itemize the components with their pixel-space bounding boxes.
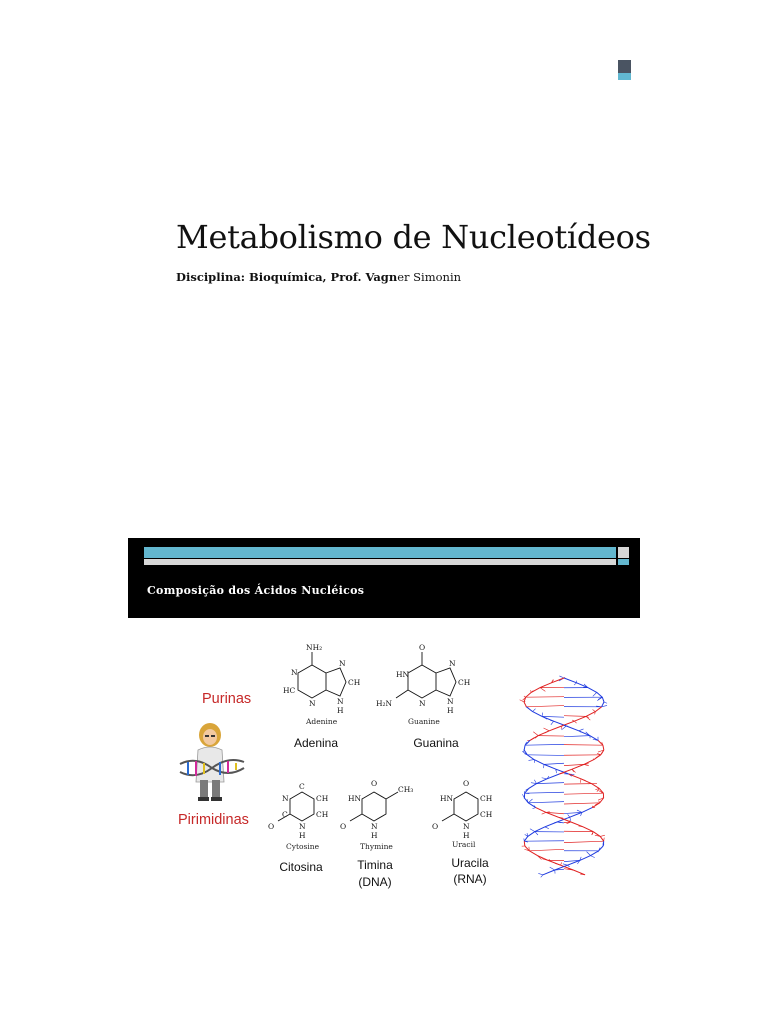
svg-text:N: N — [463, 822, 470, 831]
dna-double-helix-icon — [508, 672, 620, 882]
corner-mark — [618, 60, 631, 80]
slide-banner — [128, 538, 640, 618]
svg-text:O: O — [432, 822, 439, 831]
svg-text:N: N — [419, 699, 426, 708]
slide-title: Composição dos Ácidos Nucléicos — [147, 584, 365, 597]
svg-text:N: N — [282, 794, 289, 803]
document-title: Metabolismo de Nucleotídeos — [176, 218, 651, 256]
svg-text:H: H — [299, 831, 306, 840]
uracil-structure-icon — [426, 774, 506, 844]
banner-blue-square — [618, 559, 629, 565]
svg-text:HN: HN — [396, 670, 410, 679]
svg-text:HC: HC — [283, 686, 296, 695]
svg-text:N: N — [449, 659, 456, 668]
cytosine-name: Citosina — [279, 860, 323, 874]
svg-text:C: C — [282, 810, 288, 819]
svg-text:N: N — [291, 668, 298, 677]
svg-text:H: H — [371, 831, 378, 840]
svg-text:C: C — [299, 782, 305, 791]
svg-text:HN: HN — [440, 794, 454, 803]
document-subtitle — [176, 270, 461, 284]
svg-text:CH: CH — [480, 810, 493, 819]
guanine-name: Guanina — [413, 736, 459, 750]
svg-text:N: N — [371, 822, 378, 831]
svg-text:O: O — [463, 779, 470, 788]
svg-text:N: N — [309, 699, 316, 708]
svg-text:CH: CH — [316, 794, 329, 803]
banner-blue-bar — [144, 547, 616, 558]
guanine-structure-label: Guanine — [408, 717, 440, 726]
svg-text:N: N — [339, 659, 346, 668]
thymine-name: Timina — [357, 858, 393, 872]
corner-mark-blue-square — [618, 73, 631, 80]
svg-text:N: N — [299, 822, 306, 831]
corner-mark-dark-square — [618, 60, 631, 73]
svg-text:N: N — [447, 697, 454, 706]
banner-grey-bar — [144, 559, 616, 565]
adenine-structure-icon — [280, 640, 360, 720]
thymine-structure-label: Thymine — [360, 842, 393, 851]
uracil-note: (RNA) — [453, 872, 487, 886]
adenine-structure-label: Adenine — [306, 717, 338, 726]
svg-text:CH: CH — [480, 794, 493, 803]
svg-text:CH: CH — [316, 810, 329, 819]
pyrimidines-label: Pirimidinas — [178, 812, 249, 828]
svg-text:H: H — [447, 706, 454, 715]
svg-text:CH₃: CH₃ — [398, 785, 414, 794]
uracil-structure-label: Uracil — [452, 840, 476, 849]
svg-text:H: H — [463, 831, 470, 840]
purines-label: Purinas — [202, 691, 252, 707]
svg-text:H: H — [337, 706, 344, 715]
svg-text:O: O — [268, 822, 275, 831]
cytosine-structure-icon — [262, 774, 332, 844]
svg-text:O: O — [340, 822, 347, 831]
adenine-name: Adenina — [293, 736, 339, 750]
svg-text:CH: CH — [458, 678, 471, 687]
thymine-structure-icon — [336, 774, 426, 844]
subtitle-bold-part: Disciplina: Bioquímica, Prof. Vagn — [176, 270, 398, 284]
svg-text:O: O — [371, 779, 378, 788]
subtitle-regular-part: er Simonin — [397, 270, 462, 284]
cytosine-structure-label: Cytosine — [286, 842, 320, 851]
uracil-name: Uracila — [451, 856, 489, 870]
scientist-with-dna-icon — [176, 720, 248, 802]
svg-text:H₂N: H₂N — [376, 699, 393, 708]
guanine-structure-icon — [376, 640, 476, 720]
banner-grey-square — [618, 547, 629, 558]
svg-text:O: O — [419, 643, 426, 652]
svg-text:N: N — [337, 697, 344, 706]
svg-text:CH: CH — [348, 678, 361, 687]
thymine-note: (DNA) — [358, 875, 392, 889]
svg-text:NH₂: NH₂ — [306, 643, 323, 652]
svg-text:HN: HN — [348, 794, 362, 803]
